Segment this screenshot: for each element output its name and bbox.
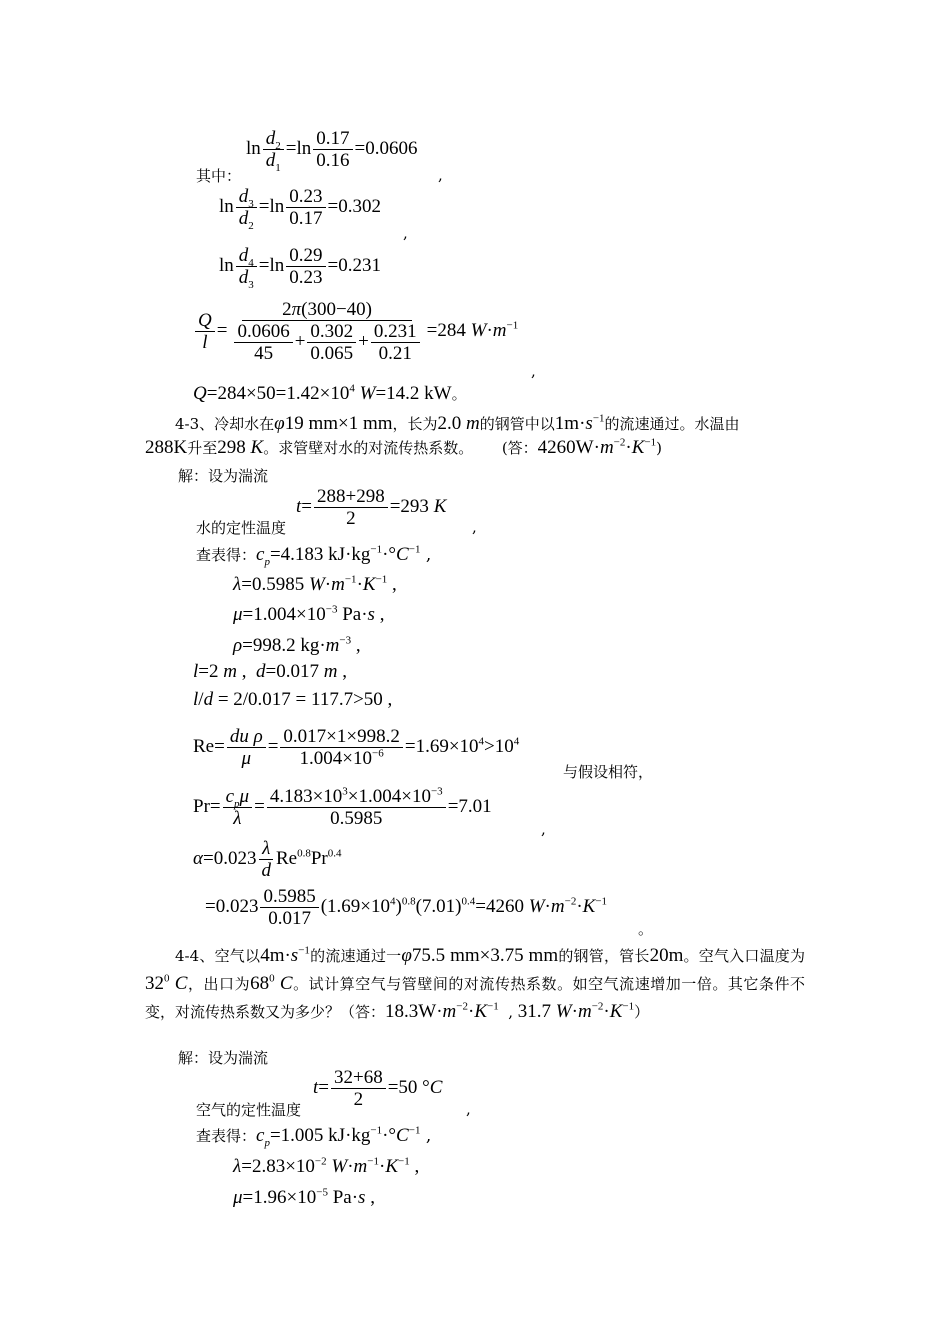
problem-4-4: 4-4、空气以$4m\cdot s^{-1}$的流速通过一φ75.5 mm×3.75 mm的钢管，管长20m。空气入口温度为$32^0$ C，出口为$68^0$ C。试计算空气与管壁间的对流传热系数。如空气流速增加一倍。其它条件不变，对流传热系数又为多少？（答：$18.3W\cdot m^{-2}\cdot K^{-1}$ , 31.7 $W\cdot m^{-2}\cdot K^{-1}$） [145, 944, 805, 1022]
comma: , [403, 224, 408, 242]
eq-t-air: t= $\frac{32+68}{2}$ =50 °C [313, 1067, 443, 1110]
problem-4-3: 4-3、冷却水在φ19 mm×1 mm，长为2.0 m的钢管中以$1m\cdot s^{-1}$的流速通过。水温由 288K升至298 K。求管壁对水的对流传热系数。 (答：$4260W\cdot m^{-2}\cdot K^{-1}$) [145, 412, 740, 458]
eq-q-total: $Q=284\times 50=1.42\times 10^4$ W=14.2 kW。 [193, 382, 467, 404]
eq-lambda-air: $\lambda=2.83\times 10^{-2}$ $W\cdot m^{-1}\cdot K^{-1}$ , [233, 1155, 420, 1177]
solution-jie-2: 解：设为湍流 [178, 1049, 269, 1067]
eq-alpha-value: =0.023 $\frac{0.5985}{0.017}$ $(1.69\times 10^4)^{0.8}(7.01)^{0.4}=4260$ $W\cdot m^{-2}\cdot K^{-1}$ [205, 886, 608, 929]
eq-cp-air: 查表得：$c_p=1.005$ $kJ\cdot kg^{-1}\cdot^\circ C^{-1}$ , [196, 1124, 432, 1149]
comma: , [531, 362, 536, 380]
eq-l-over-d: l/d = 2/0.017 = 117.7>50 , [193, 689, 393, 710]
comma: , [541, 820, 546, 838]
eq-mu: $\mu=1.004\times 10^{-3}$ Pa·s , [233, 603, 385, 625]
eq-lambda: λ=0.5985 $W\cdot m^{-1}\cdot K^{-1}$ , [233, 573, 397, 595]
eq-l-d: l=2 m , d=0.017 m , [193, 661, 347, 682]
eq-ln-d2-d1: ln $\frac{d_2}{d_1}$ =ln $\frac{0.17}{0.16}$ =0.0606 [246, 128, 418, 174]
period: 。 [638, 920, 654, 938]
eq-t-water: t= $\frac{288+298}{2}$ =293 K [296, 486, 447, 529]
eq-mu-air: $\mu=1.96\times 10^{-5}$ Pa·s , [233, 1186, 375, 1208]
eq-reynolds: Re= $\frac{\text{du ρ}}{\mu}$ = $\frac{0.017\times 1\times 998.2}{1.004\times 10^{-6}}$ $=1.69\times 10^4>10^4$ [193, 726, 520, 769]
eq-cp: 查表得：$c_p=4.183$ $kJ\cdot kg^{-1}\cdot^\circ C^{-1}$ , [196, 543, 432, 568]
eq-rho: ρ=998.2 $kg\cdot m^{-3}$ , [233, 634, 361, 656]
eq-ln-d4-d3: ln $\frac{d_4}{d_3}$ =ln $\frac{0.29}{0.23}$ =0.231 [219, 245, 381, 291]
comma: , [466, 1100, 471, 1118]
eq-prandtl: Pr= $\frac{c_p\mu}{\lambda}$ = $\frac{4.183\times 10^3\times 1.004\times 10^{-3}}{0.5985}$ =7.01 [193, 785, 492, 829]
comma: , [438, 166, 443, 184]
solution-jie: 解：设为湍流 [178, 467, 269, 485]
comma: , [472, 518, 477, 536]
eq-alpha: α=0.023 $\frac{\lambda}{d}$ $Re^{0.8}Pr^{0.4}$ [193, 838, 342, 881]
label-consistent: 与假设相符， [563, 763, 654, 781]
label-air-def-temp: 空气的定性温度 [196, 1101, 302, 1119]
label-water-def-temp: 水的定性温度 [196, 519, 287, 537]
label-qizhong: 其中： [196, 167, 242, 185]
eq-ln-d3-d2: ln $\frac{d_3}{d_2}$ =ln $\frac{0.23}{0.17}$ =0.302 [219, 186, 381, 232]
eq-q-over-l: $\frac{Q}{l}$ = 2π(300−40) $\frac{0.0606}{45}$ + $\frac{0.302}{0.065}$ + $\frac{0.231}{0.21}$ =284 $W\cdot m^{-1}$ [193, 299, 518, 364]
